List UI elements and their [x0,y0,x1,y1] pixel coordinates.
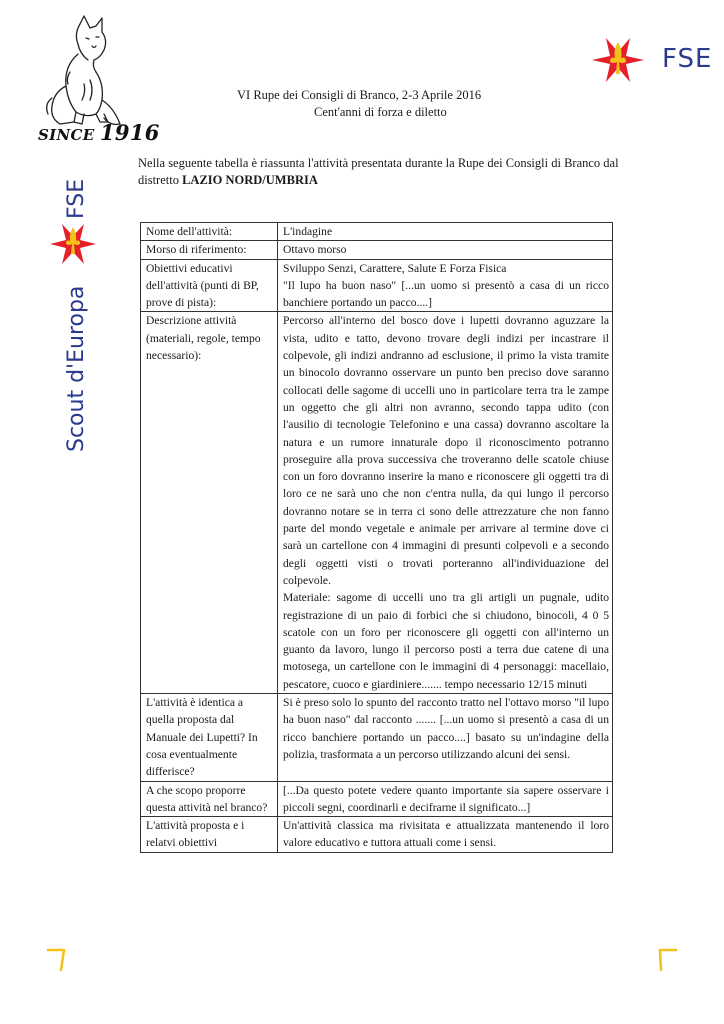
intro-text: Nella seguente tabella è riassunta l'attività presentata durante la Rupe dei Consigli di Branco dal distretto [138,156,619,187]
table-row [141,259,613,312]
row-value: Si è preso solo lo spunto del racconto tratto nel l'ottavo morso "il lupo ha buon naso" dal racconto ....... [...un uomo si presentò a casa di un ricco banchiere portando un pacco....] basato su un'indagine della polizia, trasformata a un percorso utilizzando alcuni dei sensi. [278,694,613,781]
row-value: [...Da questo potete vedere quanto importante sia sapere osservare i piccoli segni, coordinarli e decifrarne il significato...] [278,781,613,817]
materials-text: Materiale: sagome di uccelli uno tra gli artigli un pugnale, udito registrazione di un paio di forbici che si chiudono, binocoli, 4 0 5 scatole con un foro per riconoscere gli oggetti con all'interno un guanto da lavoro, lungo il percorso posti a terra due catene di una motosega, un cartellone con le immagini di 4 personaggi: macellaio, pescatore, cuoco e giardiniere....... tempo necessario 12/15 minuti [283,591,609,691]
row-label: L'attività proposta e i relatvi obiettivi [141,817,278,853]
row-value [278,312,613,694]
description-text: Percorso all'interno del bosco dove i lupetti dovranno aguzzare la vista, udito e tatto, devono trovare degli indizi per incastrare il colpevole, gli indizi andranno ad esclusione, il primo la vista tramite un binocolo dovranno osservare un punto ben preciso dove saranno collocati delle sagome di uccelli uno in particolare terra tra le zampe un oggetto che gli altri non avranno, secondo tappa udito (con l'ausilio di tecnologie Telefonino e una cassa) dovranno ascoltare la natura e un rumore innaturale dopo il riconoscimento potranno proseguire alla prova successiva che troveranno delle scatole chiuse con un foro dovranno inserire la mano e riconoscere gli oggetti tra di loro ce ne sarà uno che non c'entra nulla, da qui lungo il percorso dovranno notare se in terra ci sono delle attrezzature che non fanno parte del mondo vegetale e animale per arrivare al termine dove ci sarà un cartellone con 4 immagini di presunti colpevoli e a secondo degli oggetti visti o trovati porteranno all'individuazione del colpevole. [283,314,609,587]
side-scout-text: Scout d'Europa [64,285,89,452]
header-subtitle: Cent'anni di forza e diletto [314,105,447,119]
since-label: SINCE [38,126,95,144]
row-value-line: Sviluppo Senzi, Carattere, Salute E Forza Fisica [283,261,507,275]
row-label: Nome dell'attività: [141,223,278,241]
row-label: A che scopo proporre questa attività nel branco? [141,781,278,817]
since-1916-logo [38,120,160,145]
header-title: VI Rupe dei Consigli di Branco, 2-3 Aprile 2016 [237,88,482,102]
since-year: 1916 [99,120,160,145]
table-row [141,694,613,781]
table-row [141,223,613,241]
table-row [141,241,613,259]
row-value: L'indagine [278,223,613,241]
corner-mark-right [656,946,678,972]
row-value: Ottavo morso [278,241,613,259]
row-label: Descrizione attività (materiali, regole, tempo necessario): [141,312,278,694]
activity-table [140,222,613,853]
intro-paragraph [138,155,624,189]
table-row [141,817,613,853]
row-label: Morso di riferimento: [141,241,278,259]
corner-mark-left [46,946,68,972]
side-fse-text: FSE [64,178,89,219]
row-label: L'attività è identica a quella proposta dal Manuale dei Lupetti? In cosa eventualmente differisce? [141,694,278,781]
table-row [141,312,613,694]
row-value-line: "Il lupo ha buon naso" [...un uomo si presentò a casa di un ricco banchiere portando un pacco....] [283,278,609,310]
table-row [141,781,613,817]
row-value [278,259,613,312]
intro-district: LAZIO NORD/UMBRIA [182,173,318,187]
row-label: Obiettivi educativi dell'attività (punti di BP, prove di pista): [141,259,278,312]
fse-logo-text: FSE [662,44,713,74]
row-value: Un'attività classica ma rivisitata e attualizzata mantenendo il loro valore educativo e tuttora attuali come i sensi. [278,817,613,853]
